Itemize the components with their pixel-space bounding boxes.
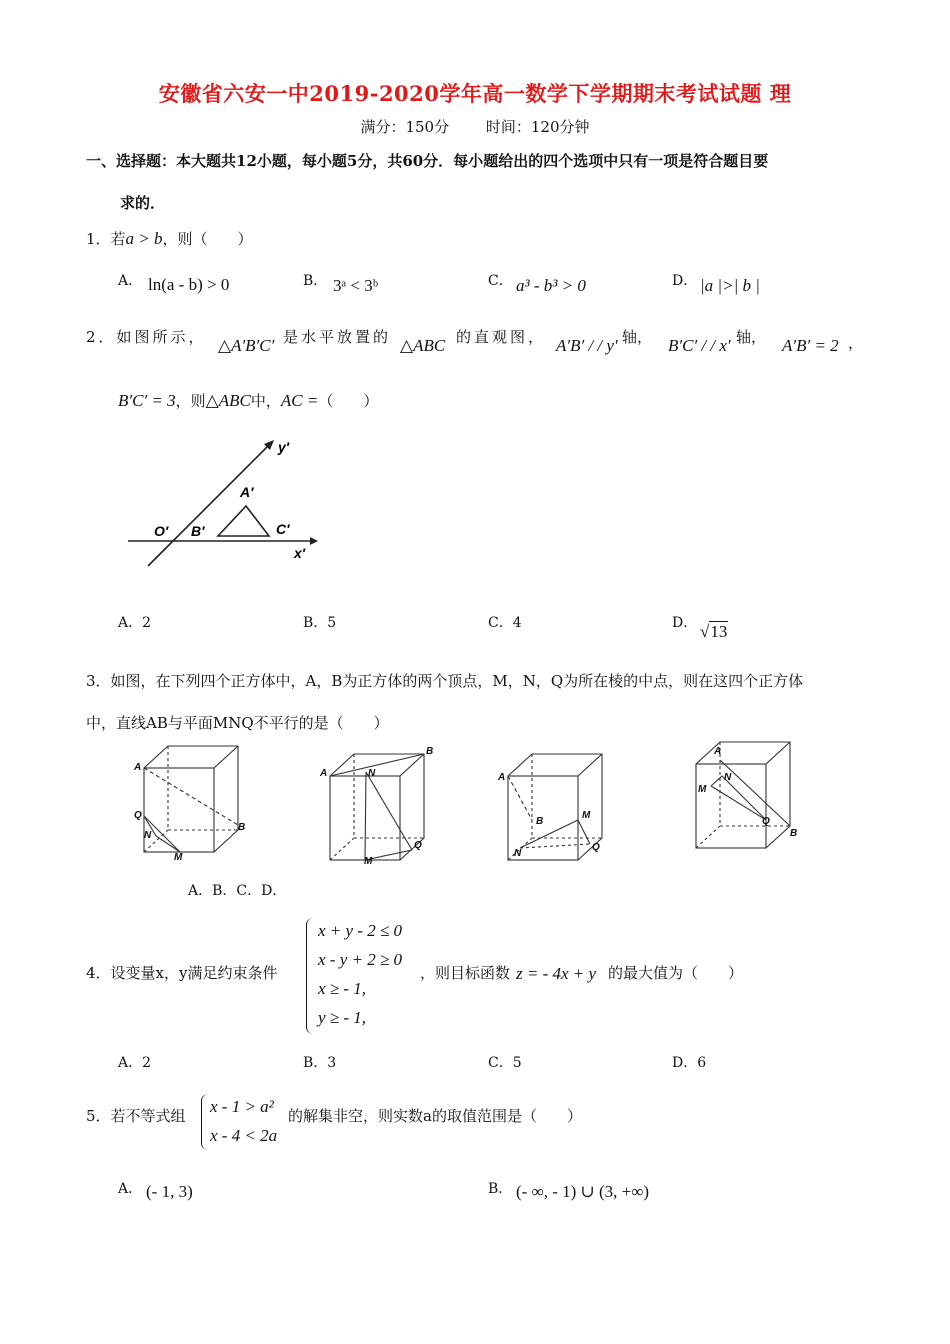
q2-m3: A′B′ / / y′ [556, 336, 618, 355]
svg-text:A: A [134, 762, 142, 773]
svg-text:Q: Q [592, 842, 600, 853]
cube-4 [696, 742, 790, 848]
q5-opt-a-label: A． [118, 1181, 143, 1197]
svg-text:M: M [364, 856, 373, 866]
q3-line2: 中，直线AB与平面MNQ不平行的是（ ） [86, 714, 389, 732]
x-axis-arrow [310, 537, 318, 545]
label-y: y′ [278, 439, 290, 455]
svg-text:B: B [790, 828, 798, 839]
svg-text:B: B [536, 816, 544, 827]
q3-line1: 3．如图，在下列四个正方体中，A，B为正方体的两个顶点，M，N，Q为所在棱的中点，则在这四个正方体 [86, 672, 804, 690]
svg-text:A: A [320, 768, 328, 779]
q1-opt-b-label: B． [303, 273, 328, 289]
cube-1 [144, 746, 238, 852]
q4-stem-mid: ，则目标函数 [420, 964, 511, 982]
section-heading: 一、选择题：本大题共12小题，每小题5分，共60分．每小题给出的四个选项中只有一项是符合题目要 [86, 152, 769, 170]
svg-text:N: N [144, 830, 152, 841]
label-b: B′ [191, 523, 205, 539]
q2-opt-d: √13 [700, 622, 728, 641]
triangle [218, 506, 269, 536]
q2-p4: 轴， [622, 328, 653, 346]
q2-p3: 的直观图， [456, 328, 547, 346]
label-x: x′ [294, 545, 306, 561]
svg-text:Q: Q [762, 816, 770, 827]
q1-cond: a > b [125, 229, 163, 248]
svg-text:B: B [238, 822, 246, 833]
exam-info [0, 116, 950, 137]
svg-text:Q: Q [134, 810, 142, 821]
q5-stem-suffix: 的解集非空，则实数a的取值范围是（ ） [288, 1107, 582, 1125]
exam-time: 时间：120分钟 [485, 118, 590, 136]
q2-p5: 轴， [736, 328, 767, 346]
q5-opt-a: (- 1, 3) [146, 1182, 193, 1201]
svg-text:A: A [714, 746, 722, 757]
q5-stem-prefix: 5．若不等式组 [86, 1107, 186, 1125]
q4-opt-c: C．5 [488, 1055, 522, 1071]
q5-constraints: x - 1 > a² x - 4 < 2a [210, 1097, 278, 1145]
svg-text:N: N [368, 768, 376, 779]
q2-figure [118, 432, 318, 580]
q2-opt-a: A．2 [118, 615, 152, 631]
q4-target: z = - 4x + y [516, 964, 597, 983]
label-o: O′ [154, 523, 169, 539]
q5-opt-b: (- ∞, - 1) ∪ (3, +∞) [516, 1182, 650, 1201]
q4-stem-suffix: 的最大值为（ ） [608, 964, 744, 982]
cube-2 [330, 754, 424, 860]
svg-text:N: N [514, 848, 522, 859]
q5-brace [201, 1094, 208, 1150]
cube-3 [508, 754, 602, 860]
q4-brace [306, 918, 313, 1034]
q1-opt-a: ln(a - b) > 0 [148, 275, 230, 294]
page-title: 安徽省六安一中2019-2020学年高一数学下学期期末考试试题 理 [158, 81, 792, 106]
q2-m1: △A′B′C′ [218, 336, 275, 355]
full-score: 满分：150分 [360, 118, 450, 136]
q1-stem: 1．若a > b，则（ ） [86, 229, 253, 248]
svg-text:M: M [174, 852, 183, 863]
q4-opt-d: D．6 [672, 1055, 707, 1071]
q2-p2: 是水平放置的 [283, 328, 392, 346]
q2-line2: B′C′ = 3，则△ABC中，AC =（ ） [118, 391, 379, 410]
q4-constraints: x + y - 2 ≤ 0 x - y + 2 ≥ 0 x ≥ - 1, y ≥ - 1, [318, 921, 403, 1027]
q5-opt-b-label: B． [488, 1181, 513, 1197]
svg-text:B: B [426, 746, 434, 757]
y-axis [148, 446, 268, 566]
q1-opt-a-label: A． [118, 273, 143, 289]
svg-text:A: A [498, 772, 506, 783]
q3-cubes-figure [118, 740, 810, 866]
q4-opt-a: A．2 [118, 1055, 152, 1071]
label-a: A′ [240, 484, 254, 500]
svg-text:M: M [698, 784, 707, 795]
svg-text:Q: Q [414, 840, 422, 851]
label-c: C′ [276, 521, 290, 537]
q1-opt-c: a³ - b³ > 0 [516, 276, 586, 295]
q1-opt-c-label: C． [488, 273, 513, 289]
q2-opt-d-label: D． [672, 615, 698, 631]
q2-opt-b: B．5 [303, 615, 337, 631]
q1-opt-d-label: D． [672, 273, 698, 289]
q1-opt-d: |a |>| b | [700, 276, 760, 295]
q2-p1: 2．如图所示， [86, 328, 207, 346]
section-heading-cont: 求的． [120, 194, 166, 212]
q2-opt-c: C．4 [488, 615, 522, 631]
q2-m4: B′C′ / / x′ [668, 336, 731, 355]
q4-stem-prefix: 4．设变量x，y满足约束条件 [86, 964, 278, 982]
q4-opt-b: B．3 [303, 1055, 337, 1071]
svg-text:M: M [582, 810, 591, 821]
q3-options: A．B．C．D． [188, 883, 287, 899]
q2-m5: A′B′ = 2 [782, 336, 839, 355]
q2-p6: ， [848, 334, 864, 352]
svg-text:N: N [724, 772, 732, 783]
q2-m2: △ABC [400, 336, 446, 355]
q1-opt-b: 3ᵃ < 3ᵇ [333, 276, 378, 295]
